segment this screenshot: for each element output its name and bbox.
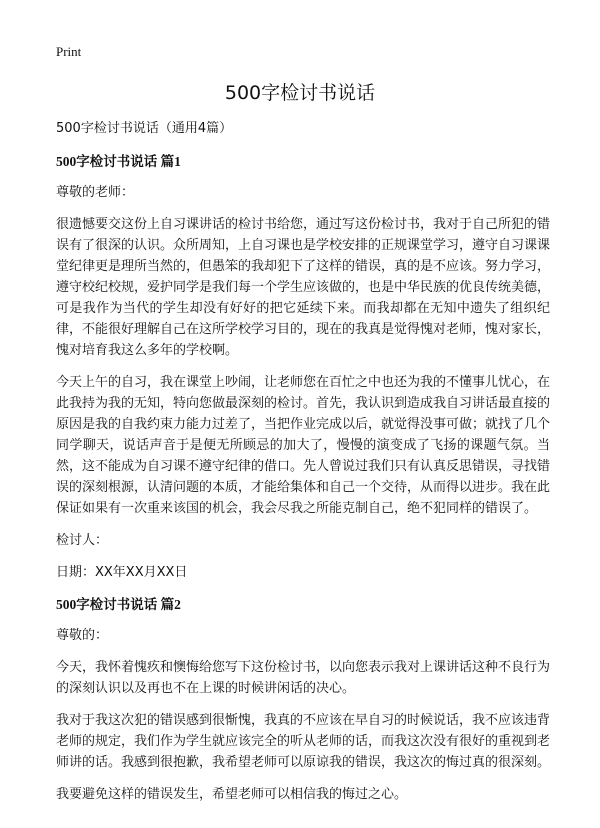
section-heading-2: 500字检讨书说话 篇2 <box>56 597 181 612</box>
page-title: 500字检讨书说话 <box>224 82 376 104</box>
paragraph: 我要避免这样的错误发生，希望老师可以相信我的悔过之心。 <box>56 787 408 802</box>
salutation-2: 尊敬的： <box>56 628 109 643</box>
paragraph: 今天上午的自习，我在课堂上吵闹，让老师您在百忙之中也还为我的不懂事儿忧心，在此我持为我的无知，特向您做最深刻的检讨。首先，我认识到造成我自习讲话最直接的原因是我的自我约束力能力过差了，当把作业完成以后，就觉得没事可做；就找了几个同学聊天，说话声音于是便无所顾忌的加大了，慢慢的演变成了飞扬的课题气氛。当然，这不能成为自习课不遵守纪律的借口。先人曾说过我们只有认真反思错误，寻找错误的深刻根源，认清问题的本质，才能给集体和自己一个交待，从而得以进步。我在此保证如果有一次重来该国的机会，我会尽我之所能克制自己，绝不犯同样的错误了。 <box>56 375 551 516</box>
salutation-1: 尊敬的老师： <box>56 185 135 200</box>
document-subtitle: 500字检讨书说话（通用4篇） <box>56 121 233 136</box>
date-line: 日期：XX年XX月XX日 <box>56 565 188 580</box>
paragraph: 今天，我怀着愧疚和懊悔给您写下这份检讨书，以向您表示我对上课讲话这种不良行为的深刻认识以及再也不在上课的时候讲闲话的决心。 <box>56 660 551 696</box>
document-body <box>56 118 550 816</box>
section-heading-1: 500字检讨书说话 篇1 <box>56 154 181 169</box>
paragraph: 很遗憾要交这份上自习课讲话的检讨书给您，通过写这份检讨书，我对于自己所犯的错误有了很深的认识。众所周知，上自习课也是学校安排的正规课堂学习，遵守自习课课堂纪律更是理所当然的，但愚笨的我却犯下了这样的错误，真的是不应该。努力学习，遵守校纪校规，爱护同学是我们每一个学生应该做的，也是中华民族的优良传统美德，可是我作为当代的学生却没有好好的把它延续下来。而我却都在无知中遗失了组织纪律，不能很好理解自己在这所学校学习目的，现在的我真是觉得愧对老师，愧对家长，愧对培育我这么多年的学校啊。 <box>56 217 551 358</box>
paragraph: 我对于我这次犯的错误感到很惭愧，我真的不应该在早自习的时候说话，我不应该违背老师的规定，我们作为学生就应该完全的听从老师的话，而我这次没有很好的重视到老师讲的话。我感到很抱歉，我希望老师可以原谅我的错误，我这次的悔过真的很深刻。 <box>56 713 551 770</box>
signer-line: 检讨人： <box>56 533 109 548</box>
print-link[interactable]: Print <box>56 44 82 59</box>
